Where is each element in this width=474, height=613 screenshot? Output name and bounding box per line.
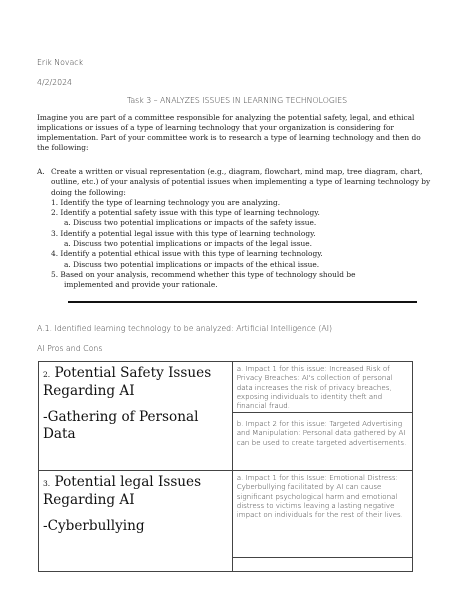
task-title: Task 3 – ANALYZES ISSUES IN LEARNING TECHNOLOGIES	[126, 96, 348, 105]
pros-cons-label: AI Pros and Cons	[37, 344, 103, 353]
author-name: Erik Novack	[37, 58, 84, 67]
table-row	[39, 362, 413, 471]
issue-cell	[39, 471, 233, 572]
step-1: 1. Identify the type of learning technology you are analyzing.	[51, 198, 281, 207]
step-5-cont: implemented and provide your rationale.	[64, 280, 218, 289]
impact-cell	[232, 471, 412, 572]
item-a-text: Create a written or visual representation (e.g., diagram, flowchart, mind map, tree diagram, chart, outline, etc.) of your analysis of potential issues when implementing a type of learning technology by doing the following:	[51, 167, 431, 197]
step-3: 3. Identify a potential legal issue with this type of learning technology.	[51, 229, 316, 238]
impact-a: a. Impact 1 for this Issue: Emotional Distress: Cyberbullying facilitated by AI can cause significant psychological harm and emotional distress to victims leaving a lasting negative impact on individuals for the rest of their lives.	[233, 471, 412, 558]
issues-table	[38, 361, 413, 572]
impact-b: b. Impact 2 for this issue: Targeted Advertising and Manipulation: Personal data gathered by AI can be used to create targeted advertisements.	[236, 419, 407, 447]
impact-cell	[232, 362, 412, 471]
step-4: 4. Identify a potential ethical issue with this type of learning technology.	[51, 249, 323, 258]
step-4a: a. Discuss two potential implications or impacts of the ethical issue.	[64, 260, 320, 269]
step-5: 5. Based on your analysis, recommend whether this type of technology should be	[51, 270, 356, 279]
issue-subject: -Cyberbullying	[43, 518, 145, 534]
impact-a: a. Impact 1 for this issue: Increased Risk of Privacy Breaches: AI's collection of personal data increases the risk of privacy breaches, exposing individuals to identity theft and financial fraud.	[233, 362, 412, 413]
table-row	[39, 471, 413, 572]
issue-heading: 3. Potential legal Issues Regarding AI	[43, 474, 202, 508]
issue-cell	[39, 362, 233, 471]
document-date: 4/2/2024	[37, 78, 73, 87]
step-2a: a. Discuss two potential implications or impacts of the safety issue.	[64, 218, 317, 227]
step-3a: a. Discuss two potential implications or impacts of the legal issue.	[64, 239, 313, 248]
step-2: 2. Identify a potential safety issue with this type of learning technology.	[51, 208, 320, 217]
section-divider	[68, 301, 417, 303]
issue-heading: 2. Potential Safety Issues Regarding AI	[43, 365, 212, 399]
a1-identified-technology: A.1. Identified learning technology to be analyzed: Artificial Intelligence (AI)	[37, 324, 333, 333]
item-a-label: A.	[37, 167, 45, 176]
issue-subject: -Gathering of Personal Data	[43, 409, 199, 442]
instructions-intro: Imagine you are part of a committee responsible for analyzing the potential safety, legal, and ethical implications or issues of a type of learning technology that your organization is considering for implementation. Part of your committee work is to research a type of learning technology and then do the following:	[37, 113, 421, 152]
